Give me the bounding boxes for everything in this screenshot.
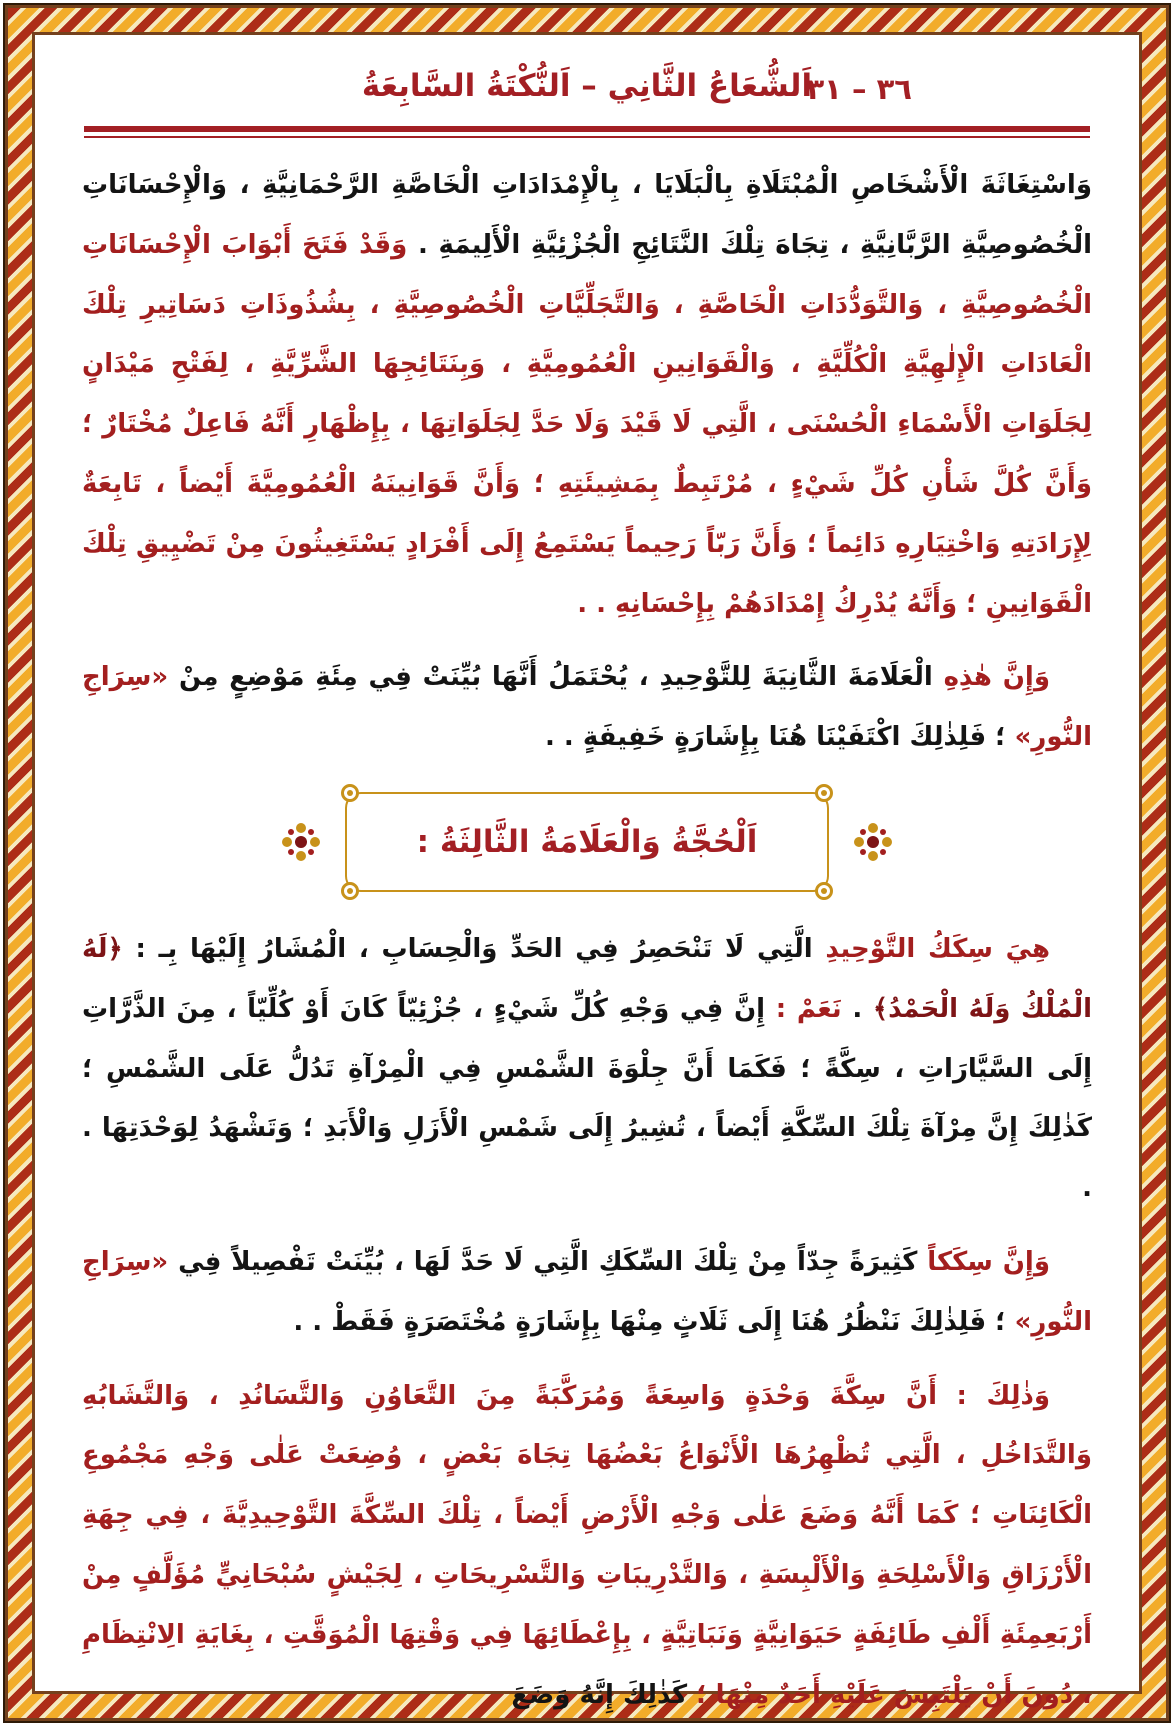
- text-segment: كَذٰلِكَ إِنَّهُ وَضَعَ: [511, 1679, 688, 1710]
- text-segment: وَإِنَّ سِكَكاً: [917, 1246, 1050, 1277]
- paragraph-3: [82, 920, 1092, 1219]
- decorative-chain-border: [5, 5, 1169, 1721]
- scroll-corner-icon: [815, 784, 833, 802]
- book-reference: «سِرَاجِ النُّورِ»: [82, 1246, 1092, 1337]
- scroll-corner-icon: [341, 882, 359, 900]
- text-segment: كَثِيرَةً جِدّاً مِنْ تِلْكَ السِّكَكِ الَّتِي لَا حَدَّ لَهَا ، بُيِّنَتْ تَفْصِيلاً فِي: [168, 1246, 918, 1277]
- text-segment: هِيَ سِكَكُ التَّوْحِيدِ: [812, 933, 1050, 964]
- text-segment: ؛ فَلِذٰلِكَ اكْتَفَيْنَا هُنَا بِإِشَارَةٍ خَفِيفَةٍ . .: [544, 722, 1015, 753]
- paragraph-4: [82, 1233, 1092, 1353]
- body-text: [82, 156, 1092, 1725]
- page-content: [38, 38, 1136, 1710]
- page-surface: [32, 32, 1142, 1710]
- page-header: [82, 64, 1092, 122]
- text-segment: وَإِنَّ هٰذِهِ: [932, 662, 1050, 693]
- text-segment: نَعَمْ :: [765, 993, 842, 1024]
- text-segment: ؛ فَلِذٰلِكَ نَنْظُرُ هُنَا إِلَى ثَلَاثٍ مِنْهَا بِإِشَارَةٍ مُخْتَصَرَةٍ فَقَطْ . .: [293, 1306, 1015, 1337]
- ornament-frame: [345, 792, 829, 892]
- header-rule-thick: [84, 126, 1090, 132]
- floral-icon: [867, 836, 879, 848]
- text-segment: .: [841, 993, 873, 1024]
- book-reference: «سِرَاجِ النُّورِ»: [82, 662, 1092, 753]
- floral-icon: [295, 836, 307, 848]
- text-segment: إِنَّ فِي وَجْهِ كُلِّ شَيْءٍ ، جُزْئِيّاً كَانَ أَوْ كُلِّيّاً ، مِنَ الذَّرَّاتِ إِلَى السَّيَّارَاتِ ، سِكَّةً ؛ فَكَمَا أَنَّ جِلْوَةَ الشَّمْسِ فِي الْمِرْآةِ تَدُلُّ عَلَى الشَّمْسِ ؛ كَذٰلِكَ إِنَّ مِرْآةَ تِلْكَ السِّكَّةِ أَيْضاً ، تُشِيرُ إِلَى شَمْسِ الْأَزَلِ وَالْأَبَدِ ؛ وَتَشْهَدُ لِوَحْدَتِهَا . .: [82, 993, 1092, 1204]
- text-segment: وَقَدْ فَتَحَ أَبْوَابَ الْإِحْسَانَاتِ الْخُصُوصِيَّةِ ، وَالتَّوَدُّدَاتِ الْخَاصَّةِ ، وَالتَّجَلِّيَّاتِ الْخُصُوصِيَّةِ ، بِشُذُوذَاتِ دَسَاتِيرِ تِلْكَ الْعَادَاتِ الْإِلٰهِيَّةِ الْكُلِّيَّةِ ، وَالْقَوَانِينِ الْعُمُومِيَّةِ ، وَبِنَتَائِجِهَا الشَّرِّيَّةِ ، لِفَتْحِ مَيْدَانٍ لِجَلَوَاتِ الْأَسْمَاءِ الْحُسْنَى ، الَّتِي لَا قَيْدَ وَلَا حَدَّ لِجَلَوَاتِهَا ، بِإِظْهَارِ أَنَّهُ فَاعِلٌ مُخْتَارٌ ؛ وَأَنَّ كُلَّ شَأْنِ كُلِّ شَيْءٍ ، مُرْتَبِطٌ بِمَشِيئَتِهِ ؛ وَأَنَّ قَوَانِينَهُ الْعُمُومِيَّةَ أَيْضاً ، تَابِعَةٌ لِإِرَادَتِهِ وَاخْتِيَارِهِ دَائِماً ؛ وَأَنَّ رَبّاً رَحِيماً يَسْتَمِعُ إِلَى أَفْرَادٍ يَسْتَغِيثُونَ مِنْ تَضْيِيقِ تِلْكَ الْقَوَانِينِ ؛ وَأَنَّهُ يُدْرِكُ إِمْدَادَهُمْ بِإِحْسَانِهِ . .: [82, 229, 1092, 619]
- section-heading-ornament: [287, 786, 887, 898]
- quran-verse: ﴿لَهُ الْمُلْكُ وَلَهُ الْحَمْدُ﴾: [82, 933, 1092, 1024]
- paragraph-1: [82, 156, 1092, 634]
- text-segment: الْعَلَامَةَ الثَّانِيَةَ لِلتَّوْحِيدِ ، يُحْتَمَلُ أَنَّهَا بُيِّنَتْ فِي مِئَةِ مَوْضِعٍ مِنْ: [168, 662, 933, 693]
- scroll-corner-icon: [815, 882, 833, 900]
- section-heading: اَلْحُجَّةُ وَالْعَلَامَةُ الثَّالِثَةُ :: [416, 823, 758, 860]
- text-segment: وَذٰلِكَ : أَنَّ سِكَّةَ وَحْدَةٍ وَاسِعَةً وَمُرَكَّبَةً مِنَ التَّعَاوُنِ وَالتَّسَانُدِ ، وَالتَّشَابُهِ وَالتَّدَاخُلِ ، الَّتِي تُظْهِرُهَا الْأَنْوَاعُ بَعْضُهَا تِجَاهَ بَعْضٍ ، وُضِعَتْ عَلٰى وَجْهِ مَجْمُوعِ الْكَائِنَاتِ ؛ كَمَا أَنَّهُ وَضَعَ عَلٰى وَجْهِ الْأَرْضِ أَيْضاً ، تِلْكَ السِّكَّةَ التَّوْحِيدِيَّةَ ، فِي جِهَةِ الْأَرْزَاقِ وَالْأَسْلِحَةِ وَالْأَلْبِسَةِ ، وَالتَّدْرِيبَاتِ وَالتَّسْرِيحَاتِ ، لِجَيْشٍ سُبْحَانِيٍّ مُؤَلَّفٍ مِنْ أَرْبَعِمِئَةِ أَلْفِ طَائِفَةٍ حَيَوَانِيَّةٍ وَنَبَاتِيَّةٍ ، بِإِعْطَائِهَا فِي وَقْتِهَا الْمُوَقَّتِ ، بِغَايَةِ الِانْتِظَامِ ، دُونَ أَنْ يَلْتَبِسَ عَلَيْهِ أَحَدٌ مِنْهَا ؛: [82, 1380, 1092, 1710]
- text-segment: الَّتِي لَا تَنْحَصِرُ فِي الحَدِّ وَالْحِسَابِ ، الْمُشَارُ إِلَيْهَا بِـ :: [122, 933, 813, 964]
- scroll-corner-icon: [341, 784, 359, 802]
- page-title: اَلشُّعَاعُ الثَّانِي – اَلنُّكْتَةُ السَّابِعَةُ: [361, 68, 813, 104]
- text-segment: وَاسْتِغَاثَةَ الْأَشْخَاصِ الْمُبْتَلَاةِ بِالْبَلَايَا ، بِالْإِمْدَادَاتِ الْخَاصَّةِ الرَّحْمَانِيَّةِ ، وَالْإِحْسَانَاتِ الْخُصُوصِيَّةِ الرَّبَّانِيَّةِ ، تِجَاهَ تِلْكَ النَّتَائِجِ الْجُزْئِيَّةِ الْأَلِيمَةِ .: [82, 170, 1092, 260]
- paragraph-5: [82, 1367, 1092, 1726]
- header-rule-thin: [84, 136, 1090, 138]
- paragraph-2: [82, 648, 1092, 768]
- page-numbers: ٣٦ – ٣١: [806, 72, 912, 106]
